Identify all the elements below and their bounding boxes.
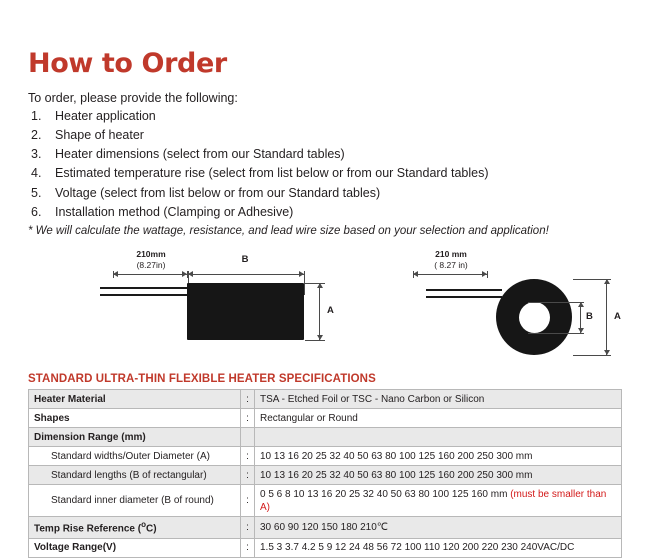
rect-lead-wire-top bbox=[100, 287, 188, 288]
rect-lead-dim-line bbox=[113, 274, 187, 275]
round-heater-inner-hole bbox=[519, 302, 550, 333]
list-item bbox=[28, 128, 622, 144]
table-row bbox=[29, 447, 622, 466]
spec-table-title: STANDARD ULTRA-THIN FLEXIBLE HEATER SPECIFICATIONS bbox=[28, 373, 376, 386]
row-colon: : bbox=[241, 466, 255, 485]
order-steps-list bbox=[28, 109, 622, 220]
intro-text: To order, please provide the following: bbox=[28, 91, 238, 105]
row-label: Heater Material bbox=[29, 390, 241, 409]
footnote: * We will calculate the wattage, resistance, and lead wire size based on your selection and application! bbox=[28, 225, 549, 238]
round-inner-letter: B bbox=[586, 311, 593, 323]
rect-lead-length-label: 210mm (8.27in) bbox=[136, 249, 166, 270]
list-item-number: 2. bbox=[31, 128, 42, 143]
row-colon: : bbox=[241, 517, 255, 538]
table-row bbox=[29, 466, 622, 485]
row-value-warning: (must be smaller than A) bbox=[260, 488, 607, 513]
round-lead-dim-tick-left bbox=[413, 271, 414, 278]
list-item bbox=[28, 166, 622, 182]
row-colon: : bbox=[241, 390, 255, 409]
list-item-number: 6. bbox=[31, 204, 42, 219]
list-item-label: Installation method (Clamping or Adhesive) bbox=[55, 204, 294, 219]
round-lead-dim-tick-right bbox=[487, 271, 488, 278]
list-item-number: 5. bbox=[31, 185, 42, 200]
list-item bbox=[28, 205, 622, 221]
row-colon: : bbox=[241, 485, 255, 517]
row-value bbox=[255, 428, 622, 447]
row-label: Standard inner diameter (B of round) bbox=[29, 485, 241, 517]
round-lead-wire-bottom bbox=[426, 296, 502, 297]
round-outer-letter: A bbox=[614, 311, 621, 323]
row-label: Shapes bbox=[29, 409, 241, 428]
table-row bbox=[29, 517, 622, 538]
list-item bbox=[28, 186, 622, 202]
rect-height-dim-line bbox=[319, 283, 320, 340]
spec-table bbox=[28, 389, 622, 557]
row-value: 1.5 3 3.7 4.2 5 9 12 24 48 56 72 100 110 120 200 220 230 240VAC/DC bbox=[255, 538, 622, 557]
table-row bbox=[29, 538, 622, 557]
list-item-label: Voltage (select from list below or from our Standard tables) bbox=[55, 185, 381, 200]
rect-heater-body bbox=[187, 283, 304, 340]
row-colon: : bbox=[241, 447, 255, 466]
list-item-label: Heater dimensions (select from our Standard tables) bbox=[55, 147, 345, 162]
table-row bbox=[29, 428, 622, 447]
list-item-label: Heater application bbox=[55, 109, 156, 123]
row-value: 10 13 16 20 25 32 40 50 63 80 100 125 160 200 250 300 mm bbox=[255, 466, 622, 485]
list-item bbox=[28, 109, 622, 125]
rect-height-ext-bottom bbox=[305, 340, 325, 341]
row-value: TSA - Etched Foil or TSC - Nano Carbon or Silicon bbox=[255, 390, 622, 409]
round-outer-ext-top bbox=[573, 279, 611, 280]
list-item-number: 3. bbox=[31, 147, 42, 162]
table-row bbox=[29, 390, 622, 409]
round-lead-length-label: 210 mm ( 8.27 in) bbox=[434, 249, 468, 270]
row-label: Temp Rise Reference ($^o$C) bbox=[29, 517, 241, 538]
table-row bbox=[29, 409, 622, 428]
rect-lead-dim-tick-left bbox=[113, 271, 114, 278]
row-value bbox=[255, 485, 622, 517]
page-title: How to Order bbox=[28, 48, 227, 79]
row-value: 30 60 90 120 150 180 210℃ bbox=[255, 517, 622, 538]
row-colon: : bbox=[241, 409, 255, 428]
table-row bbox=[29, 485, 622, 517]
rect-width-dim-line bbox=[188, 274, 304, 275]
row-value: Rectangular or Round bbox=[255, 409, 622, 428]
list-item-label: Estimated temperature rise (select from list below or from our Standard tables) bbox=[55, 166, 489, 181]
rect-height-letter: A bbox=[327, 305, 334, 317]
rect-height-ext-top bbox=[305, 283, 325, 284]
round-inner-ext-top bbox=[528, 302, 584, 303]
row-label: Dimension Range (mm) bbox=[29, 428, 241, 447]
list-item bbox=[28, 147, 622, 163]
row-label: Standard widths/Outer Diameter (A) bbox=[29, 447, 241, 466]
row-value-text: 0 5 6 8 10 13 16 20 25 32 40 50 63 80 100 125 160 mm bbox=[260, 488, 508, 500]
row-colon bbox=[241, 428, 255, 447]
heater-diagram bbox=[28, 249, 622, 369]
round-lead-dim-line bbox=[413, 274, 487, 275]
round-inner-ext-bottom bbox=[528, 333, 584, 334]
round-heater-body bbox=[496, 279, 572, 355]
row-value: 10 13 16 20 25 32 40 50 63 80 100 125 160 200 250 300 mm bbox=[255, 447, 622, 466]
list-item-number: 4. bbox=[31, 166, 42, 181]
round-outer-ext-bottom bbox=[573, 355, 611, 356]
row-colon: : bbox=[241, 538, 255, 557]
rect-width-letter: B bbox=[241, 254, 249, 266]
row-label: Standard lengths (B of rectangular) bbox=[29, 466, 241, 485]
list-item-number: 1. bbox=[31, 109, 42, 123]
rect-lead-wire-bottom bbox=[100, 294, 188, 295]
row-label: Voltage Range(V) bbox=[29, 538, 241, 557]
round-lead-wire-top bbox=[426, 289, 502, 290]
list-item-label: Shape of heater bbox=[55, 128, 144, 143]
round-outer-dim-line bbox=[606, 279, 607, 355]
